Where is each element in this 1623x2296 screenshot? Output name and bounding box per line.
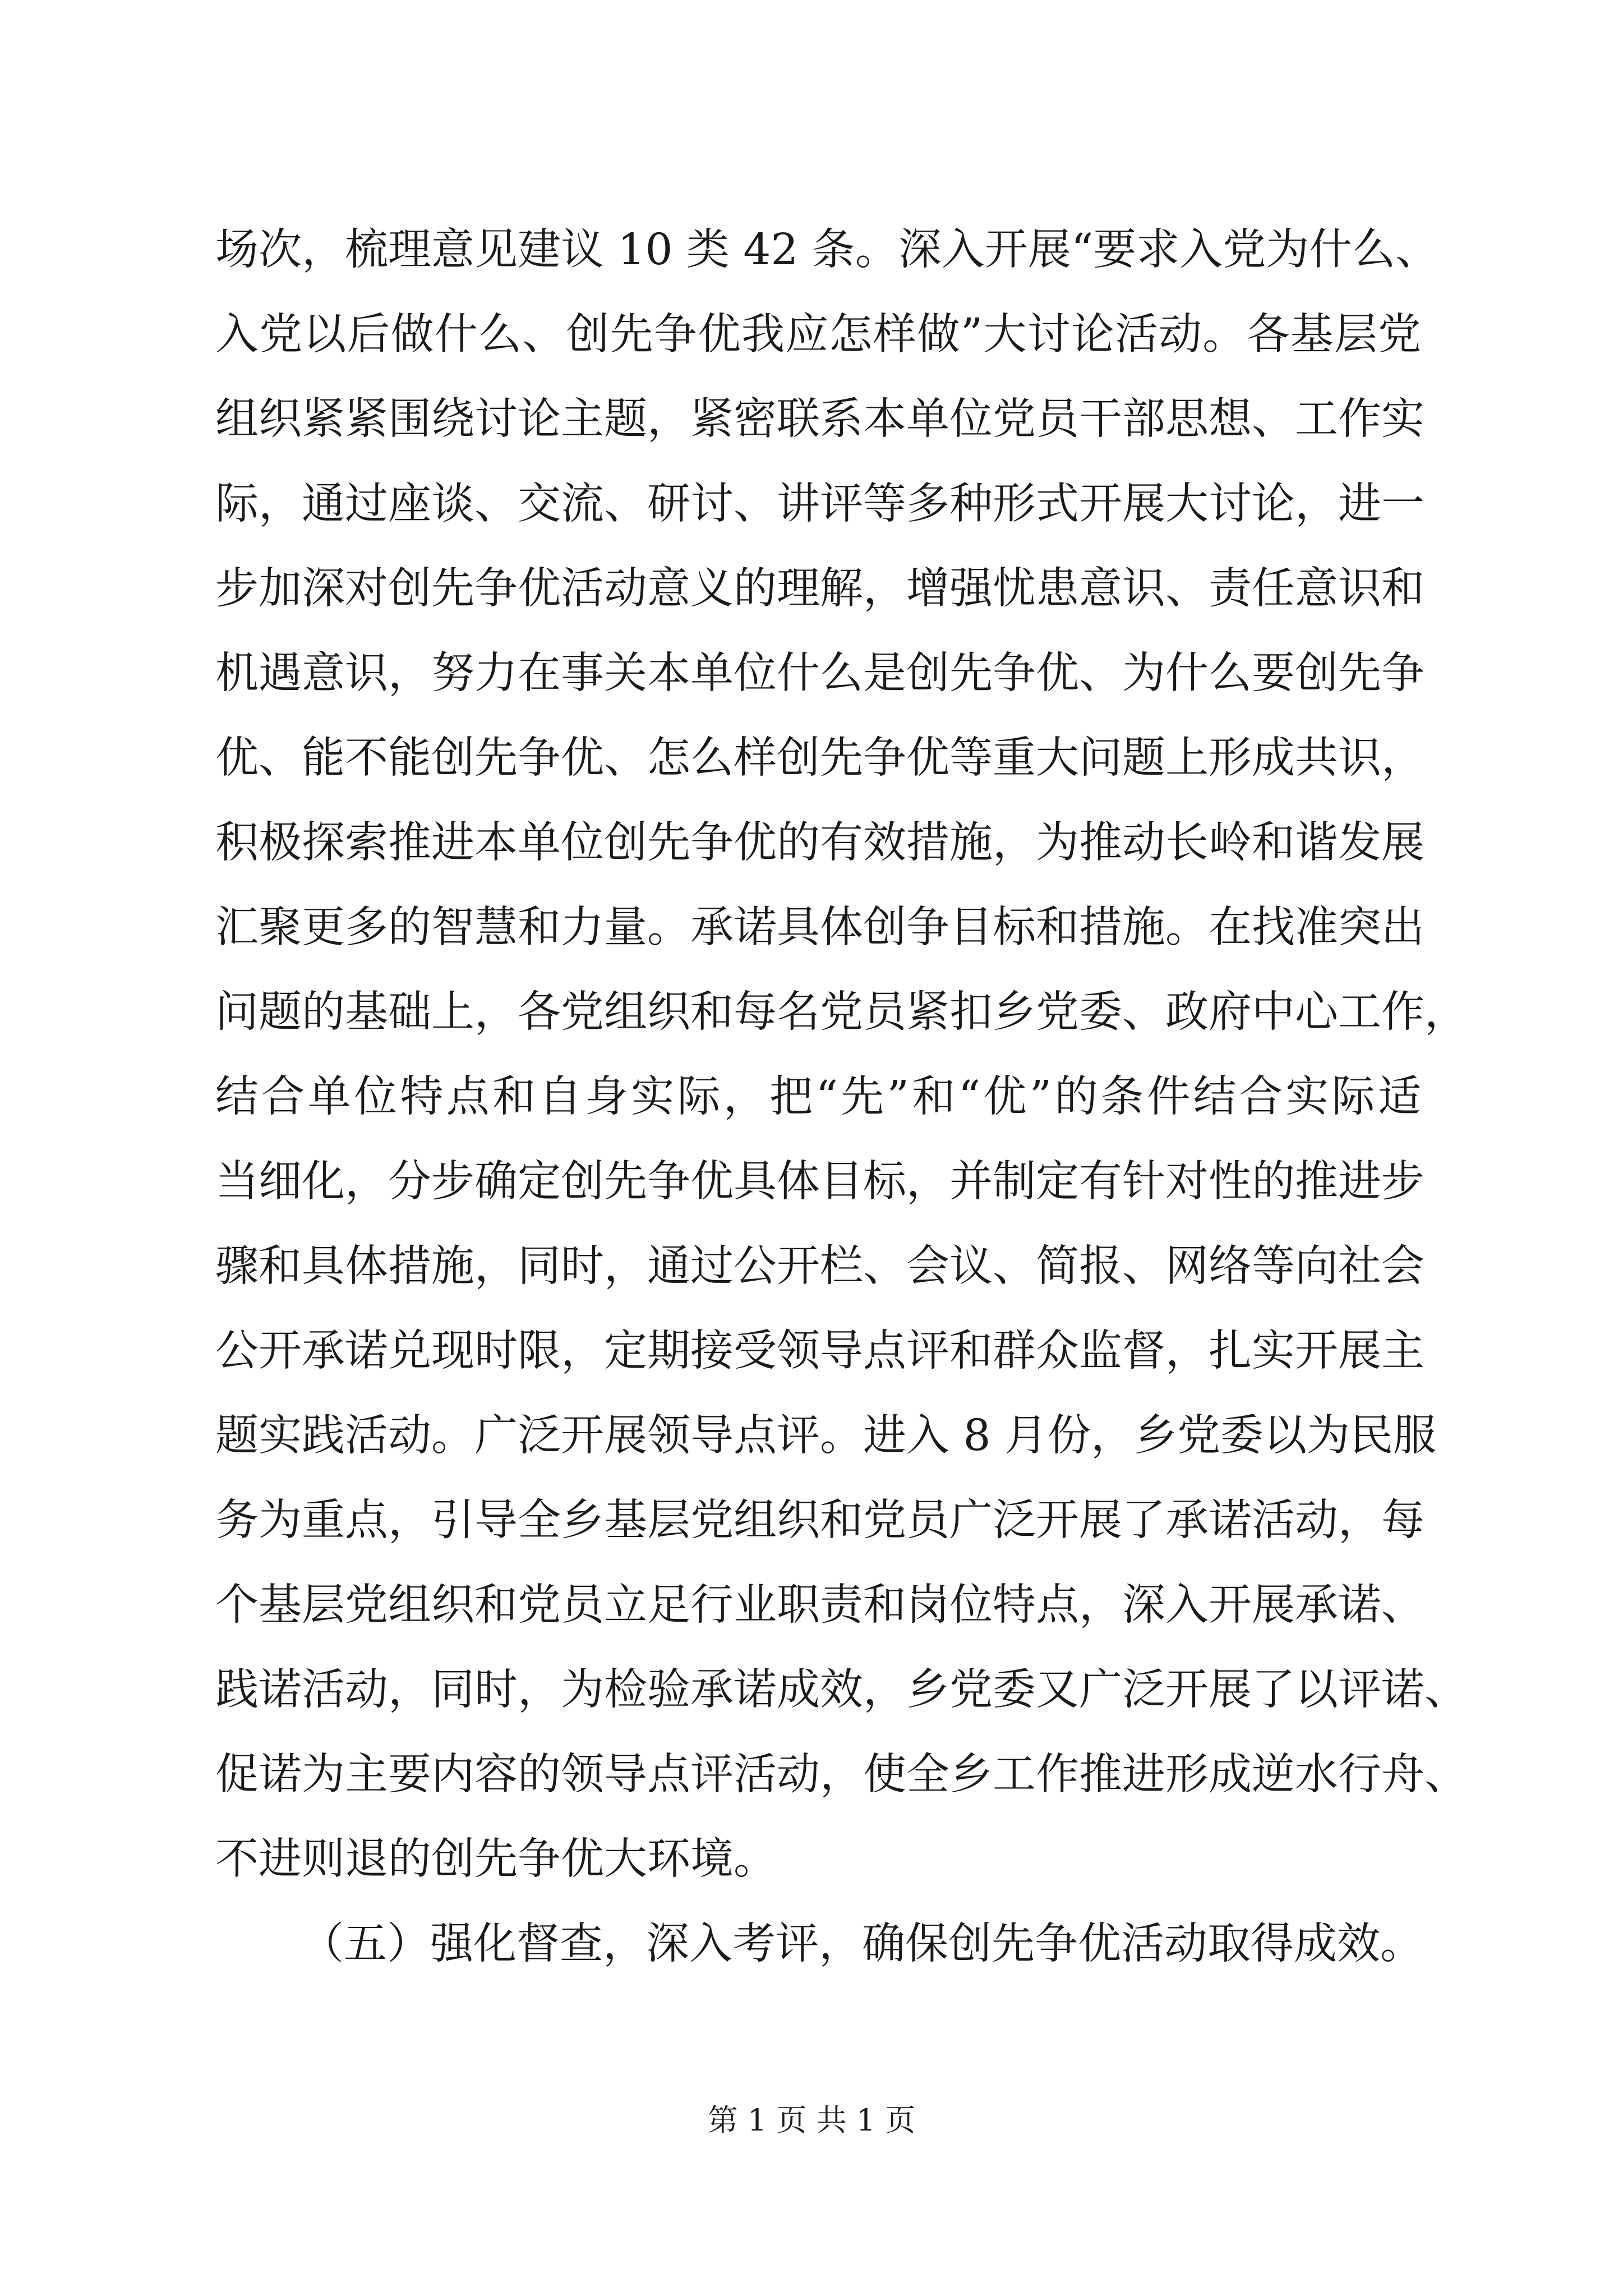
text-line: 个基层党组织和党员立足行业职责和岗位特点，深入开展承诺、 xyxy=(215,1580,1424,1630)
text-line: 结合单位特点和自身实际，把“先”和“优”的条件结合实际适 xyxy=(215,1072,1421,1122)
section-heading: （五）强化督查，深入考评，确保创先争优活动取得成效。 xyxy=(301,1919,1423,1969)
text-line: 入党以后做什么、创先争优我应怎样做”大讨论活动。各基层党 xyxy=(215,310,1421,360)
text-line: 步加深对创先争优活动意义的理解，增强忧患意识、责任意识和 xyxy=(215,564,1424,614)
text-line: 骤和具体措施，同时，通过公开栏、会议、简报、网络等向社会 xyxy=(215,1241,1424,1291)
text-line: 公开承诺兑现时限，定期接受领导点评和群众监督，扎实开展主 xyxy=(215,1326,1424,1376)
text-line: 汇聚更多的智慧和力量。承诺具体创争目标和措施。在找准突出 xyxy=(215,903,1424,953)
text-line: 积极探索推进本单位创先争优的有效措施，为推动长岭和谐发展 xyxy=(215,818,1424,868)
text-line: 优、能不能创先争优、怎么样创先争优等重大问题上形成共识， xyxy=(215,733,1424,783)
text-line: 题实践活动。广泛开展领导点评。进入 8 月份，乡党委以为民服 xyxy=(215,1411,1436,1461)
text-line: 问题的基础上，各党组织和每名党员紧扣乡党委、政府中心工作， xyxy=(215,987,1468,1037)
body-text xyxy=(215,208,1468,1986)
text-line: 不进则退的创先争优大环境。 xyxy=(215,1834,777,1884)
text-line: 务为重点，引导全乡基层党组织和党员广泛开展了承诺活动，每 xyxy=(215,1496,1424,1545)
text-line: 机遇意识，努力在事关本单位什么是创先争优、为什么要创先争 xyxy=(215,648,1424,698)
text-line: 当细化，分步确定创先争优具体目标，并制定有针对性的推进步 xyxy=(215,1157,1424,1207)
text-line: 场次，梳理意见建议 10 类 42 条。深入开展“要求入党为什么、 xyxy=(215,225,1439,275)
text-line: 践诺活动，同时，为检验承诺成效，乡党委又广泛开展了以评诺、 xyxy=(215,1665,1468,1715)
text-line: 促诺为主要内容的领导点评活动，使全乡工作推进形成逆水行舟、 xyxy=(215,1750,1468,1800)
page-indicator: 第 1 页 共 1 页 xyxy=(707,2102,916,2138)
text-line: 组织紧紧围绕讨论主题，紧密联系本单位党员干部思想、工作实 xyxy=(215,394,1424,444)
text-line: 际，通过座谈、交流、研讨、讲评等多种形式开展大讨论，进一 xyxy=(215,479,1424,529)
page-footer xyxy=(0,2101,1623,2140)
